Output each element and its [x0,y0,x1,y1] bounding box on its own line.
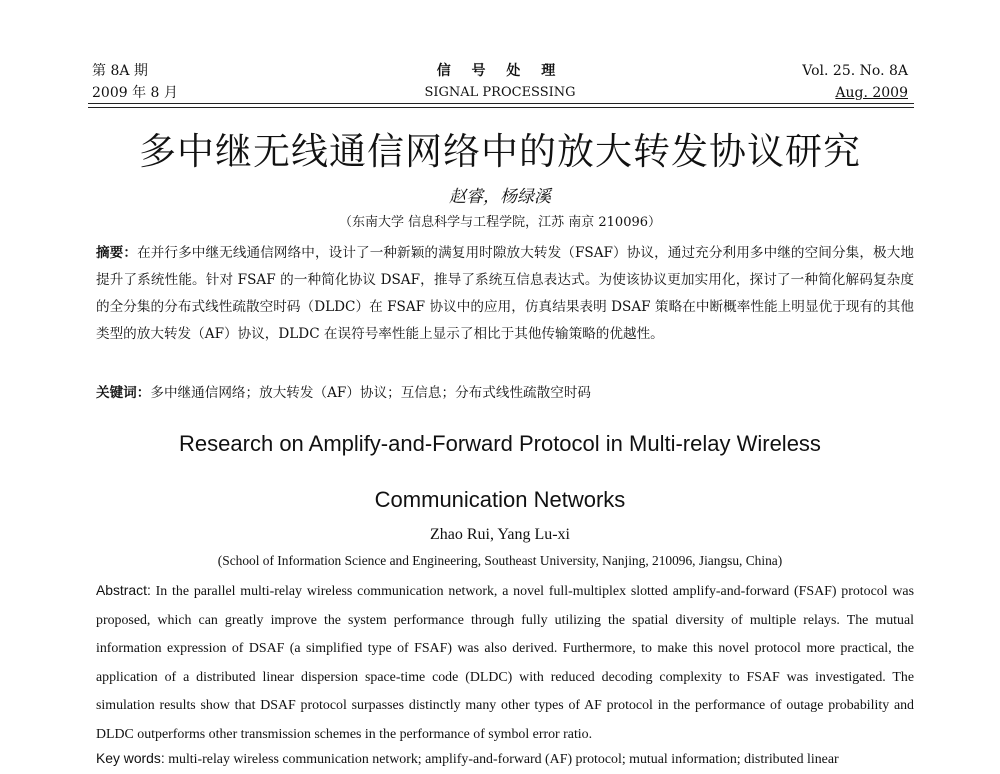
abstract-en [96,576,914,750]
journal-name-cn: 信 号 处 理 [436,63,564,79]
abstract-en-label: Abstract: [96,582,151,598]
abstract-cn-label: 摘要： [96,245,138,261]
issue-number: 第 8A 期 [92,63,148,79]
abstract-cn-text: 在并行多中继无线通信网络中，设计了一种新颖的满复用时隙放大转发（FSAF）协议，通过充分利用多中继的空间分集，极大地提升了系统性能。针对 FSAF 的一种简化协议 DSAF，推导了系统互信息表达式。为使该协议更加实用化，探讨了一种简化解码复杂度的全分集的分布式线性疏散空时码（DLDC）在 FSAF 协议中的应用，仿真结果表明 DSAF 策略在中断概率性能上明显优于现有的其他类型的放大转发（AF）协议，DLDC 在误符号率性能上显示了相比于其他传输策略的优越性。 [96,245,914,342]
journal-name-en: SIGNAL PROCESSING [424,85,576,100]
paper-title-en [0,416,1000,528]
affiliation-cn: （东南大学 信息科学与工程学院，江苏 南京 210096） [338,215,662,230]
header-rule-bottom [88,107,914,108]
authors-en: Zhao Rui, Yang Lu-xi [430,526,570,543]
header-rule-top [88,103,914,104]
issue-date-cn: 2009 年 8 月 [92,85,178,101]
issue-date-en: Aug. 2009 [835,85,908,101]
header-right [802,60,908,104]
abstract-en-text: In the parallel multi-relay wireless communication network, a novel full-multiplex slotted amplify-and-forward (FSAF) protocol was proposed, which can greatly improve the system performance through fully utilizing the spatial diversity of multiple relays. The mutual information expression of DSAF (a simplified type of FSAF) was also derived. Furthermore, to make this novel protocol more practical, the application of a distributed linear dispersion space-time code (DLDC) with reduced decoding complexity to FSAF was investigated. The simulation results show that DSAF protocol surpasses distinctly many other types of AF protocol in the performance of outage probability and DLDC outperforms other transmission schemes in the performance of symbol error ratio. [96,584,914,742]
keywords-cn [96,380,914,406]
keywords-en-label: Key words: [96,750,165,766]
keywords-cn-label: 关键词： [96,385,151,401]
authors-cn: 赵睿，杨绿溪 [449,187,551,207]
affiliation-en: (School of Information Science and Engineering, Southeast University, Nanjing, 210096, Jiangsu, China) [217,553,783,568]
volume-number: Vol. 25. No. 8A [802,63,908,79]
keywords-en [96,744,914,774]
paper-title-en-line2: Communication Networks [374,487,626,512]
keywords-en-text: multi-relay wireless communication network; amplify-and-forward (AF) protocol; mutual information; distributed linear [168,752,839,767]
paper-title-cn: 多中继无线通信网络中的放大转发协议研究 [139,130,861,173]
paper-title-en-line1: Research on Amplify-and-Forward Protocol in Multi-relay Wireless [179,431,821,456]
abstract-cn [96,240,914,348]
keywords-cn-text: 多中继通信网络；放大转发（AF）协议；互信息；分布式线性疏散空时码 [150,385,592,401]
